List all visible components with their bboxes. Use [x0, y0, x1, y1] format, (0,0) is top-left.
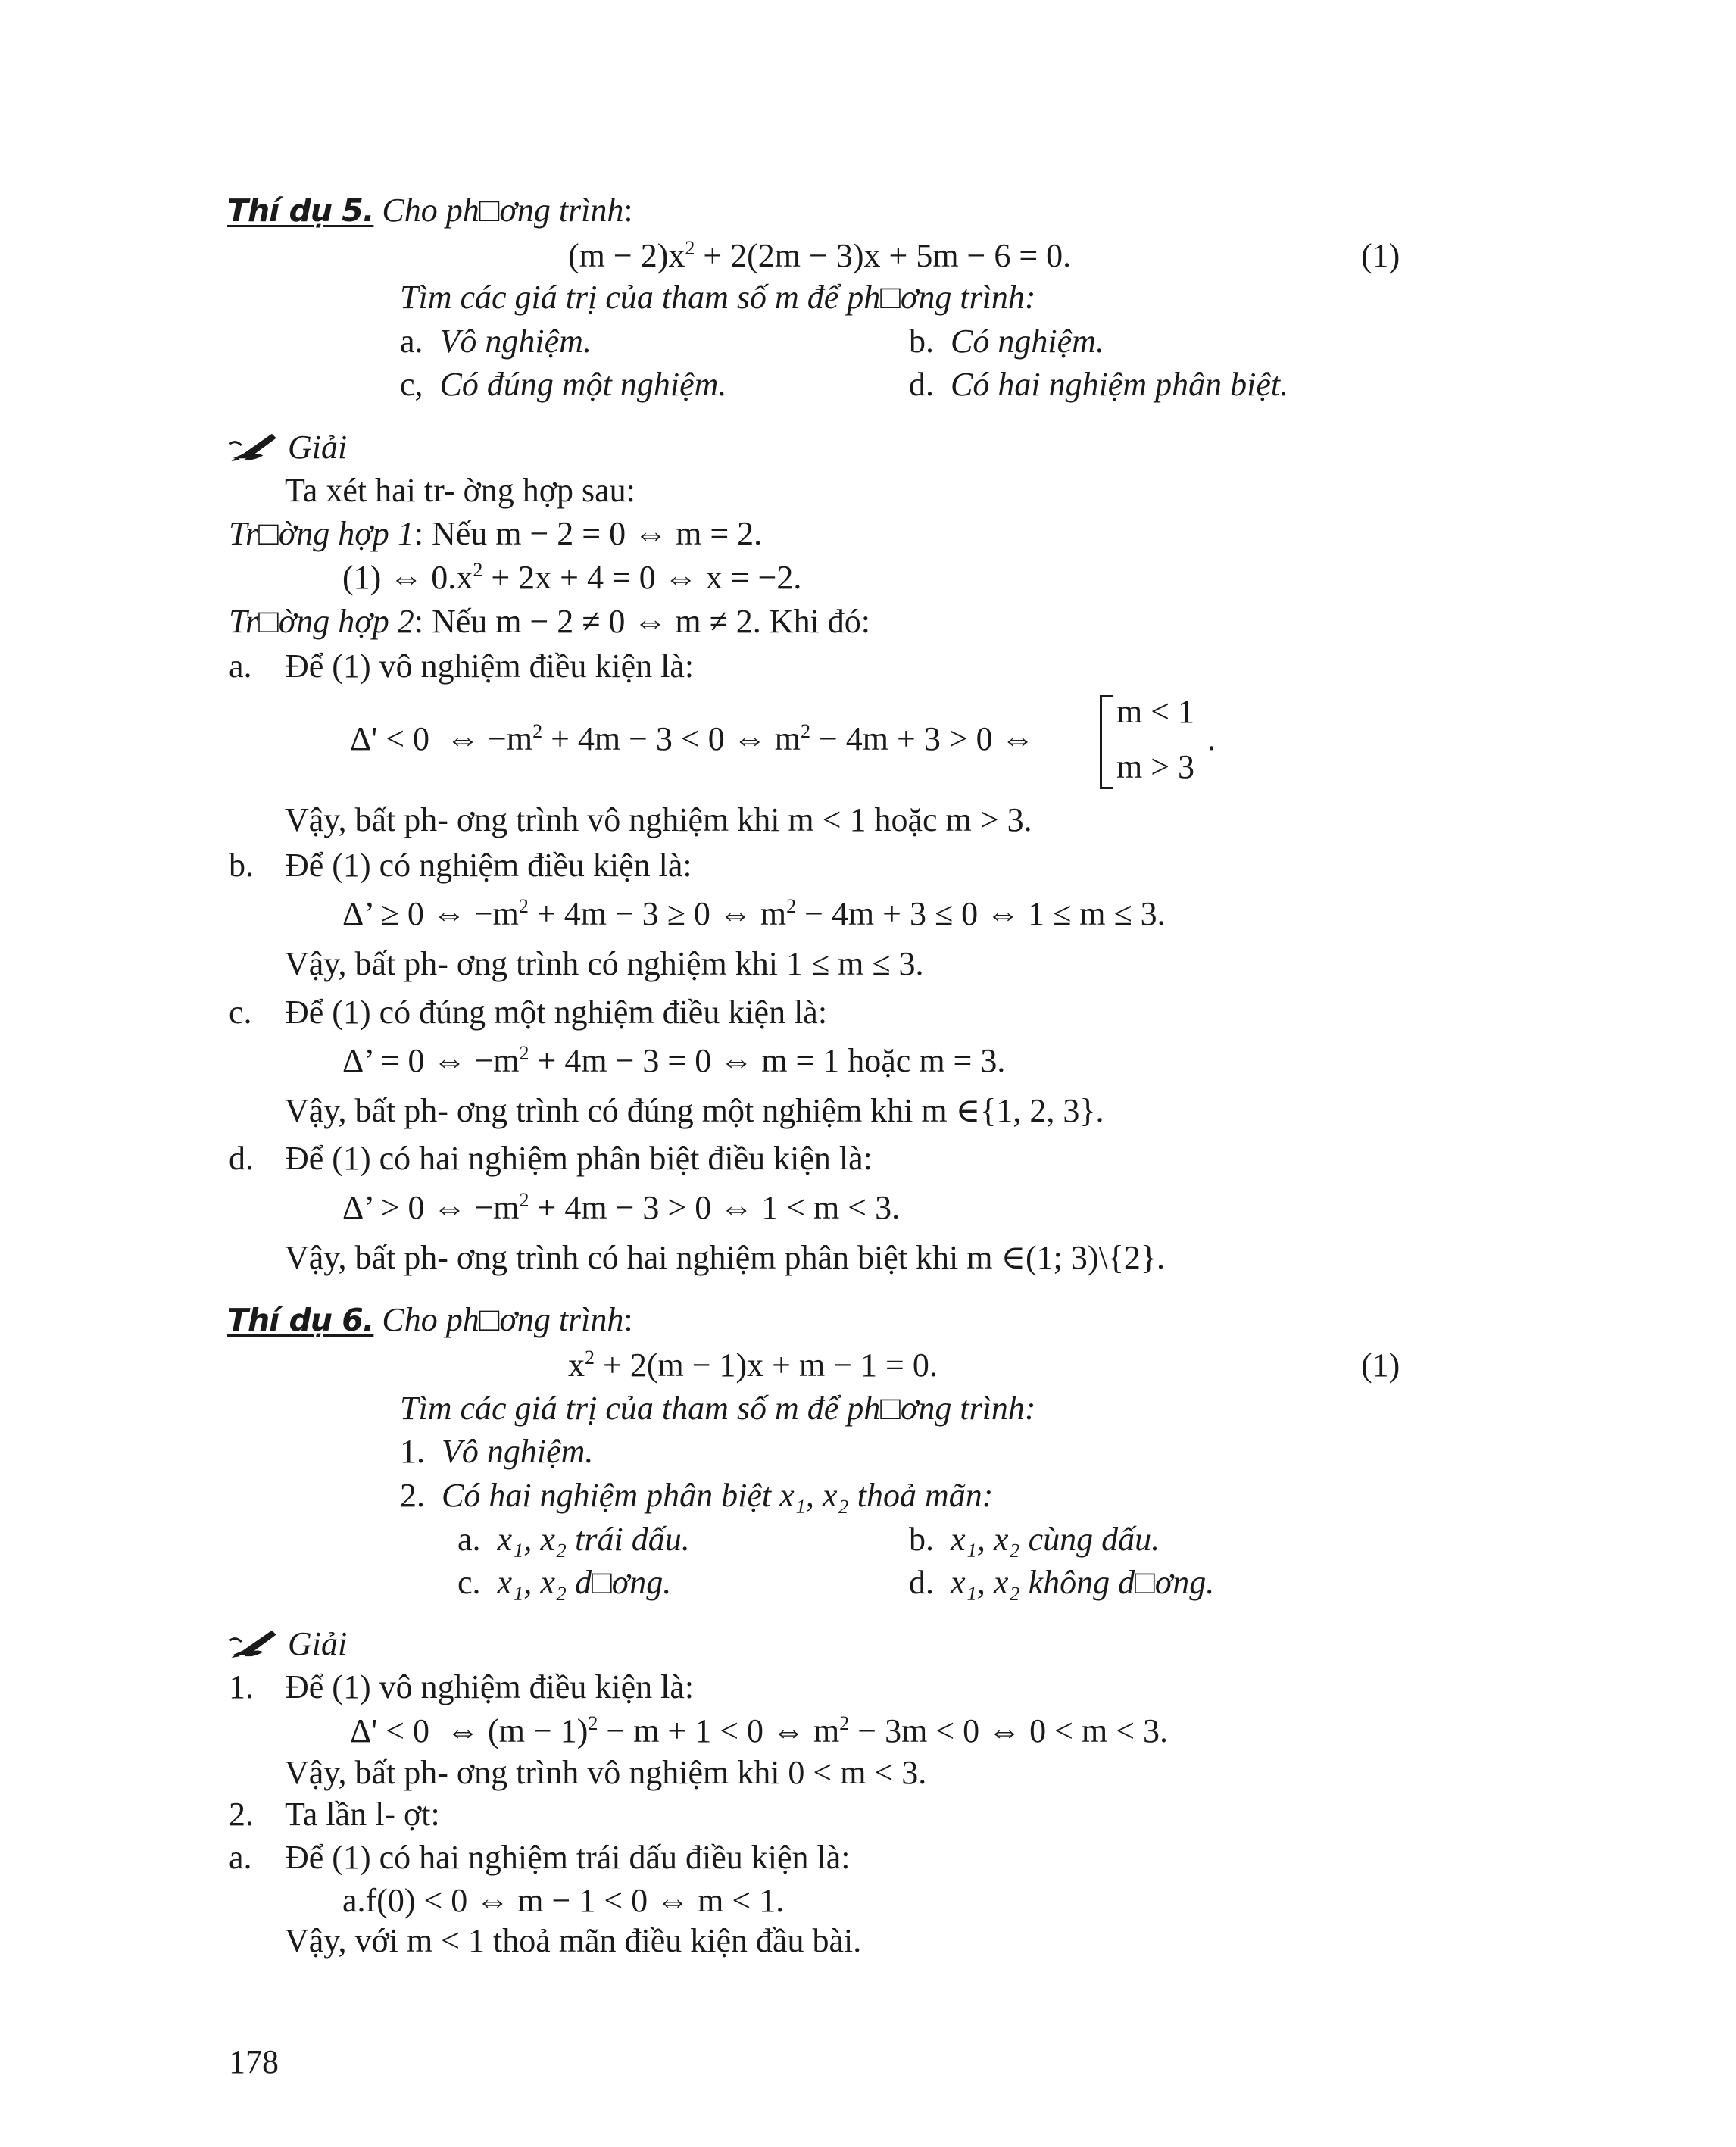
page-number: 178	[229, 2043, 279, 2080]
example-6-sub-d	[909, 1565, 1214, 1600]
example-5-task: Tìm các giá trị của tham số m để ph□ơng trình:	[400, 279, 1036, 316]
example-6-label: Thí dụ 6.	[227, 1302, 374, 1338]
option-d-key: d.	[909, 366, 934, 403]
example-5-equation: $(m - 2)x^2 + 2(2m - 3)x + 5m - 6 = 0$.	[568, 237, 1072, 274]
example-6-sub-b	[909, 1522, 1160, 1557]
option-b-text: Có nghiệm.	[951, 323, 1104, 360]
solution-5-b-condition: Để (1) có nghiệm điều kiện là:	[285, 847, 692, 884]
solution-6-p1-condition: Để (1) vô nghiệm điều kiện là:	[285, 1668, 695, 1705]
example-5-option-c	[400, 367, 726, 402]
solution-6-title: Giải	[288, 1625, 348, 1662]
example-6-sub-a	[457, 1522, 690, 1557]
solution-5-a-equation: Δ' < 0 ⇔ $-m^2 + 4m - 3 < 0$ ⇔ $m^2 - 4m + 3 > 0$ ⇔	[350, 720, 1035, 757]
option-a-key: a.	[400, 323, 423, 360]
solution-6-p2-key: 2.	[229, 1796, 254, 1833]
solution-5-a-period: .	[1207, 720, 1216, 757]
solution-5-a-system-bracket	[1100, 695, 1113, 789]
solution-6-p1-conclusion: Vậy, bất ph- ơng trình vô nghiệm khi 0 < m < 3.	[285, 1754, 927, 1791]
example-6-intro: Cho ph□ơng trình	[382, 1301, 624, 1338]
solution-5-a-conclusion: Vậy, bất ph- ơng trình vô nghiệm khi m < 1 hoặc m > 3.	[285, 801, 1032, 838]
example-5-equation-number: (1)	[1361, 237, 1400, 274]
solution-6-a-equation: a.f(0) < 0 ⇔ m − 1 < 0 ⇔ m < 1.	[342, 1882, 785, 1919]
example-6-task: Tìm các giá trị của tham số m để ph□ơng trình:	[400, 1390, 1036, 1427]
solution-5-c-key: c.	[229, 994, 252, 1031]
solution-6-a-conclusion: Vậy, với m < 1 thoả mãn điều kiện đầu bài.	[285, 1922, 862, 1959]
example-5-heading: Thí dụ 5. Cho ph□ơng trình:	[227, 192, 633, 229]
solution-5-c-conclusion: Vậy, bất ph- ơng trình có đúng một nghiệm khi m ∈{1, 2, 3}.	[285, 1092, 1104, 1129]
solution-6-a-condition: Để (1) có hai nghiệm trái dấu điều kiện là:	[285, 1839, 851, 1876]
solution-5-a-system-line1: m < 1	[1116, 693, 1195, 730]
sub-d-text: x₁, x₂ không d□ơng.	[951, 1564, 1215, 1601]
solution-6-heading	[229, 1626, 347, 1662]
solution-5-a-system-line2: m > 3	[1116, 748, 1195, 785]
solution-5-a-condition: Để (1) vô nghiệm điều kiện là:	[285, 648, 695, 685]
item-2-key: 2.	[400, 1477, 425, 1514]
sub-a-key: a.	[457, 1521, 481, 1558]
example-6-item-2	[400, 1478, 993, 1513]
solution-5-heading	[229, 429, 347, 465]
sub-c-text: x₁, x₂ d□ơng.	[497, 1564, 672, 1601]
solution-5-a-key: a.	[229, 648, 252, 685]
case2-text: : Nếu m − 2 ≠ 0 ⇔ m ≠ 2. Khi đó:	[414, 603, 871, 640]
item-1-text: Vô nghiệm.	[442, 1433, 594, 1470]
sub-a-text: x₁, x₂ trái dấu.	[497, 1521, 690, 1558]
example-5-intro: Cho ph□ơng trình	[382, 192, 624, 229]
option-b-key: b.	[909, 323, 934, 360]
example-6-equation-number: (1)	[1361, 1347, 1400, 1384]
sub-d-key: d.	[909, 1564, 934, 1601]
solution-6-p1-key: 1.	[229, 1668, 254, 1705]
solution-6-p1-equation: Δ' < 0 ⇔ $(m - 1)^2 - m + 1 < 0$ ⇔ $m^2 - 3m < 0$ ⇔ 0 < m < 3.	[350, 1712, 1169, 1749]
example-5-label: Thí dụ 5.	[227, 192, 374, 229]
solution-5-d-conclusion: Vậy, bất ph- ơng trình có hai nghiệm phân biệt khi m ∈(1; 3)\{2}.	[285, 1239, 1166, 1276]
option-c-text: Có đúng một nghiệm.	[439, 366, 727, 403]
solution-5-c-condition: Để (1) có đúng một nghiệm điều kiện là:	[285, 994, 828, 1031]
case1-label: Tr□ờng hợp 1	[229, 515, 414, 552]
solution-5-title: Giải	[288, 429, 348, 466]
solution-5-line1: Ta xét hai tr- ờng hợp sau:	[285, 472, 635, 509]
solution-5-d-condition: Để (1) có hai nghiệm phân biệt điều kiện là:	[285, 1140, 873, 1177]
example-5-option-b	[909, 324, 1104, 359]
item-2-text: Có hai nghiệm phân biệt x₁, x₂ thoả mãn:	[442, 1477, 994, 1514]
solution-5-c-equation: Δ’ = 0 ⇔ $-m^2 + 4m - 3 = 0$ ⇔ m = 1 hoặc m = 3.	[342, 1042, 1006, 1079]
case2-label: Tr□ờng hợp 2	[229, 603, 414, 640]
solution-5-b-conclusion: Vậy, bất ph- ơng trình có nghiệm khi 1 ≤ m ≤ 3.	[285, 945, 924, 982]
case1-text: : Nếu m − 2 = 0 ⇔ m = 2.	[414, 515, 763, 552]
example-5-option-d	[909, 367, 1288, 402]
solution-5-d-key: d.	[229, 1140, 254, 1177]
solution-5-case1	[229, 516, 762, 551]
solution-5-case2	[229, 604, 870, 639]
option-a-text: Vô nghiệm.	[439, 323, 592, 360]
example-6-equation: $x^2 + 2(m - 1)x + m - 1 = 0$.	[568, 1347, 938, 1384]
item-1-key: 1.	[400, 1433, 425, 1470]
writing-hand-icon	[229, 1626, 279, 1659]
solution-5-d-equation: Δ’ > 0 ⇔ $-m^2 + 4m - 3 > 0$ ⇔ 1 < m < 3.	[342, 1189, 901, 1226]
option-d-text: Có hai nghiệm phân biệt.	[951, 366, 1289, 403]
writing-hand-icon	[229, 429, 279, 463]
example-5-option-a	[400, 324, 592, 359]
sub-b-text: x₁, x₂ cùng dấu.	[951, 1521, 1160, 1558]
sub-c-key: c.	[457, 1564, 481, 1601]
sub-b-key: b.	[909, 1521, 934, 1558]
solution-6-p2: Ta lần l- ợt:	[285, 1796, 440, 1833]
example-6-item-1	[400, 1434, 593, 1469]
solution-6-a-key: a.	[229, 1839, 252, 1876]
solution-5-case1-equation: (1) ⇔ $0.x^2 + 2x + 4 = 0$ ⇔ x = −2.	[342, 559, 802, 596]
option-c-key: c,	[400, 366, 423, 403]
solution-5-b-equation: Δ’ ≥ 0 ⇔ $-m^2 + 4m - 3 \ge 0$ ⇔ $m^2 - 4m + 3 \le 0$ ⇔ 1 ≤ m ≤ 3.	[342, 895, 1166, 932]
example-6-sub-c	[457, 1565, 671, 1600]
example-6-heading: Thí dụ 6. Cho ph□ơng trình:	[227, 1301, 633, 1338]
solution-5-b-key: b.	[229, 847, 254, 884]
